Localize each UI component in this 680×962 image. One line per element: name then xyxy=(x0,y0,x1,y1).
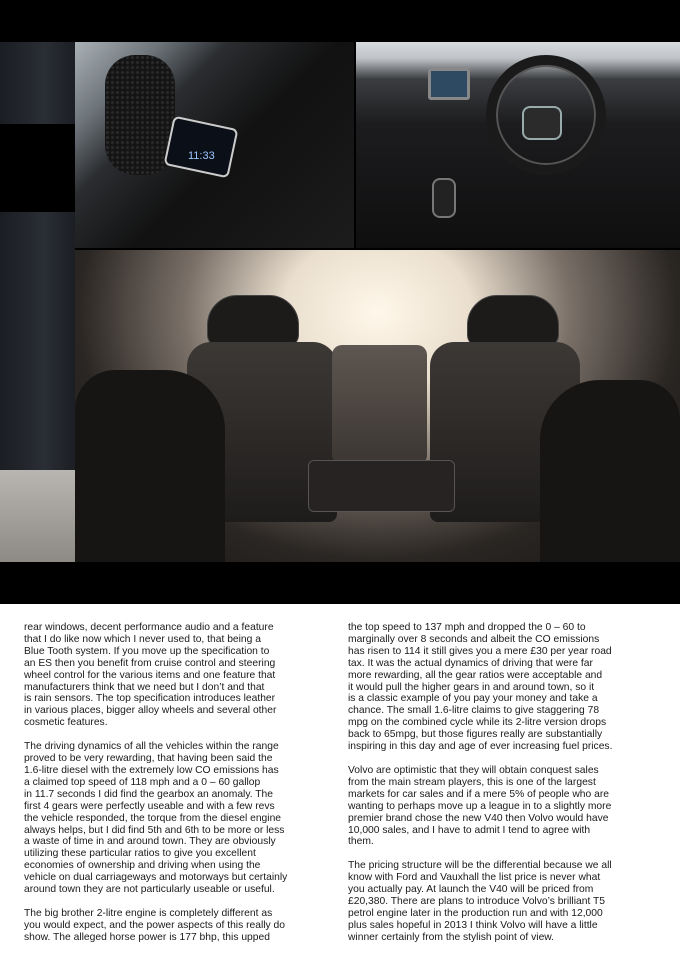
headrest-left xyxy=(207,295,299,347)
paragraph: Volvo are optimistic that they will obtain conquest sales from the main stream players, this is one of the largest markets for car sales and if a mere 5% of people who are wanting to perhaps move up a league in to a slightly more premier brand chose the new V40 then Volvo would have 10,000 sales, and I have to admit I tend to agree with them. xyxy=(348,764,612,848)
front-seat-right xyxy=(540,380,680,562)
paragraph: The big brother 2-litre engine is completely different as you would expect, and the power aspects of this really do show. The alleged horse power is 177 bhp, this upped xyxy=(24,907,286,943)
paragraph: The pricing structure will be the differential because we all know with Ford and Vauxhall the list price is never what you actually pay. At launch the V40 will be priced from £20,380. There are plans to introduce Volvo’s brilliant T5 petrol engine later in the production run and with 12,000 plus sales hopeful in 2013 I think Volvo will have a little winner certainly from the stylish point of view. xyxy=(348,860,612,943)
paragraph: rear windows, decent performance audio and a feature that I do like now which I never used to, that being a Blue Tooth system. If you move up the specification to an ES then you benefit from cruise control and steering wheel control for the various items and one feature that manufacturers think that we need but I don’t and that is rain sensors. The top specification introduces leather in various places, bigger alloy wheels and several other cosmetic features. xyxy=(24,622,277,729)
front-seat-left xyxy=(75,370,225,562)
top-black-band xyxy=(0,0,680,42)
center-seatback xyxy=(332,345,427,465)
paragraph: The driving dynamics of all the vehicles within the range proved to be very rewarding, that having been said the 1.6-litre diesel with the extremely low CO emissions has a claimed top speed of 118 mph and a 0 – 60 gallop in 11.7 seconds I did find the gearbox an anomaly. The first 4 gears were perfectly useable and with a few revs the vehicle responded, the torque from the diesel engine always helps, but I did find 5th and 6th to be more or less a waste of time in and around town. They are obviously utilizing these particular ratios to give you excellent economies of ownership and driving when using the vehicle on dual carriageways and motorways but certainly around town they are not particularly useable or useful. xyxy=(24,741,288,896)
exterior-floor xyxy=(0,470,75,562)
navigation-screen xyxy=(428,68,470,100)
steering-wheel-hub xyxy=(522,106,562,140)
article-right-column xyxy=(348,622,638,956)
rear-seats-photo xyxy=(75,250,680,562)
article-left-column xyxy=(24,622,314,956)
paragraph: the top speed to 137 mph and dropped the 0 – 60 to marginally over 8 seconds and albeit the CO emissions has risen to 114 it still gives you a mere £30 per year road tax. It was the actual dynamics of driving that were far more rewarding, all the gear ratios were acceptable and it would pull the higher gears in and around town, so it is a classic example of you pay your money and take a chance. The small 1.6-litre claims to give staggering 78 mpg on the combined cycle while its 2-litre version drops back to 65mpg, but those figures really are substantially inspiring in this day and age of ever increasing fuel prices. xyxy=(348,622,613,753)
armrest xyxy=(308,460,455,512)
gear-lever xyxy=(432,178,456,218)
bottom-black-band xyxy=(0,562,680,604)
phone-time: 11:33 xyxy=(188,150,215,162)
headrest-right xyxy=(467,295,559,347)
